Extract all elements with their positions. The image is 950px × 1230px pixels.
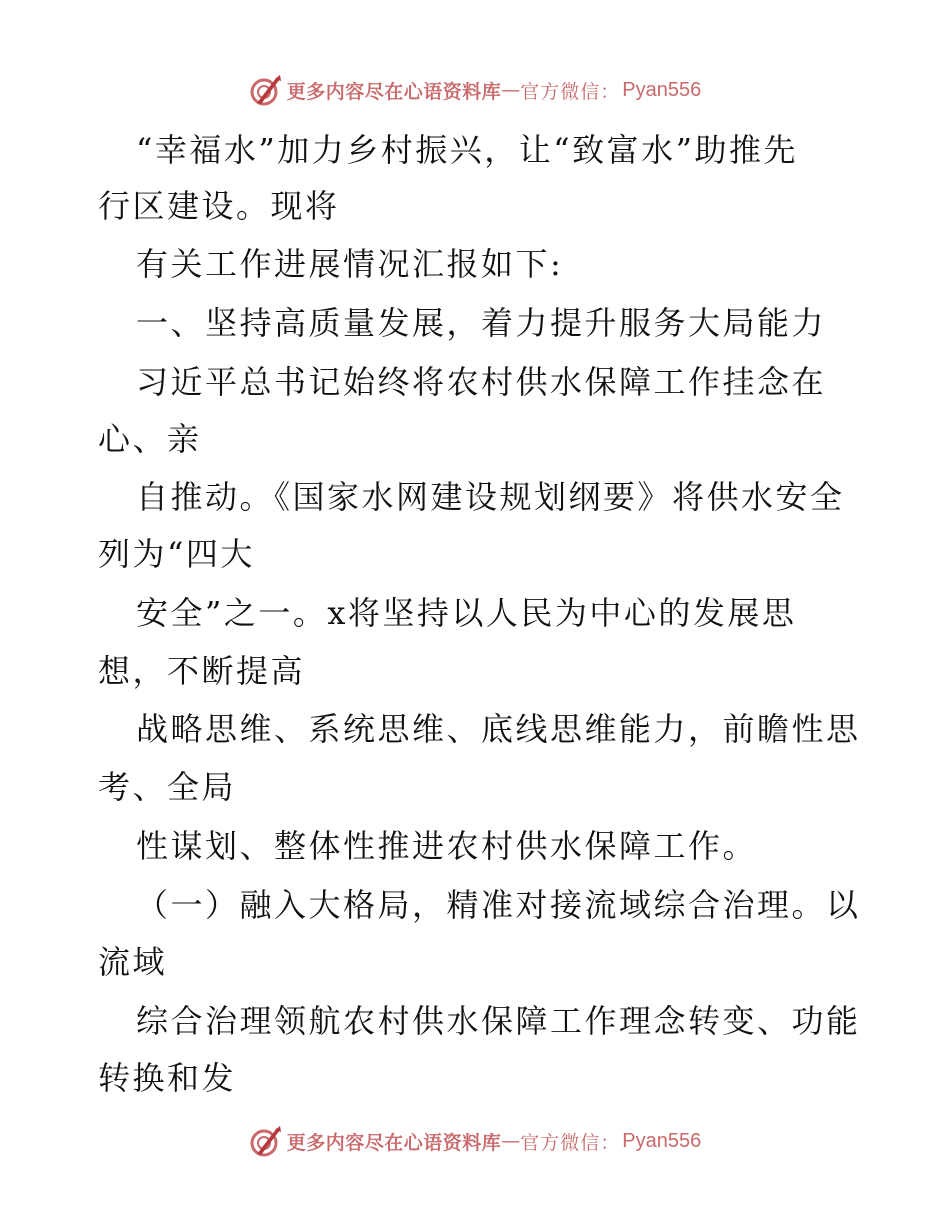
watermark-dash: — (501, 79, 521, 101)
body-line: 安全”之一。x将坚持以人民为中心的发展思 (136, 594, 797, 632)
body-line: 有关工作进展情况汇报如下: (136, 245, 564, 283)
section-heading: 一、坚持高质量发展，着力提升服务大局能力 (136, 304, 827, 342)
quill-logo-icon (249, 73, 283, 107)
body-line: 战略思维、系统思维、底线思维能力，前瞻性思 (136, 710, 861, 748)
body-line: 自推动。《国家水网建设规划纲要》将供水安全 (136, 478, 845, 516)
body-line: 转换和发 (98, 1059, 237, 1097)
body-line: 习近平总书记始终将农村供水保障工作挂念在 (136, 363, 827, 401)
watermark-site-text: 更多内容尽在心语资料库 (286, 1131, 502, 1154)
header-watermark (0, 72, 950, 108)
body-line: 列为“四大 (98, 535, 255, 573)
watermark-dash: — (501, 1130, 521, 1152)
watermark-wechat-label: 官方微信： (520, 80, 621, 103)
body-line: 心、亲 (98, 420, 202, 458)
body-line: 行区建设。现将 (98, 187, 340, 225)
body-line: 想，不断提高 (98, 652, 306, 690)
quill-logo-icon (249, 1124, 283, 1158)
body-line: 综合治理领航农村供水保障工作理念转变、功能 (136, 1002, 861, 1040)
watermark-wechat-id: Pyan556 (622, 78, 702, 101)
body-line: “幸福水”加力乡村振兴，让“致富水”助推先 (136, 131, 798, 169)
watermark-wechat-label: 官方微信： (520, 1131, 621, 1154)
subsection-heading: （一）融入大格局，精准对接流域综合治理。以 (136, 886, 861, 924)
footer-watermark (0, 1123, 950, 1159)
watermark-wechat-id: Pyan556 (622, 1129, 702, 1152)
body-line: 性谋划、整体性推进农村供水保障工作。 (136, 827, 758, 865)
watermark-site-text: 更多内容尽在心语资料库 (286, 80, 502, 103)
body-line: 流域 (98, 943, 168, 981)
body-line: 考、全局 (98, 768, 237, 806)
